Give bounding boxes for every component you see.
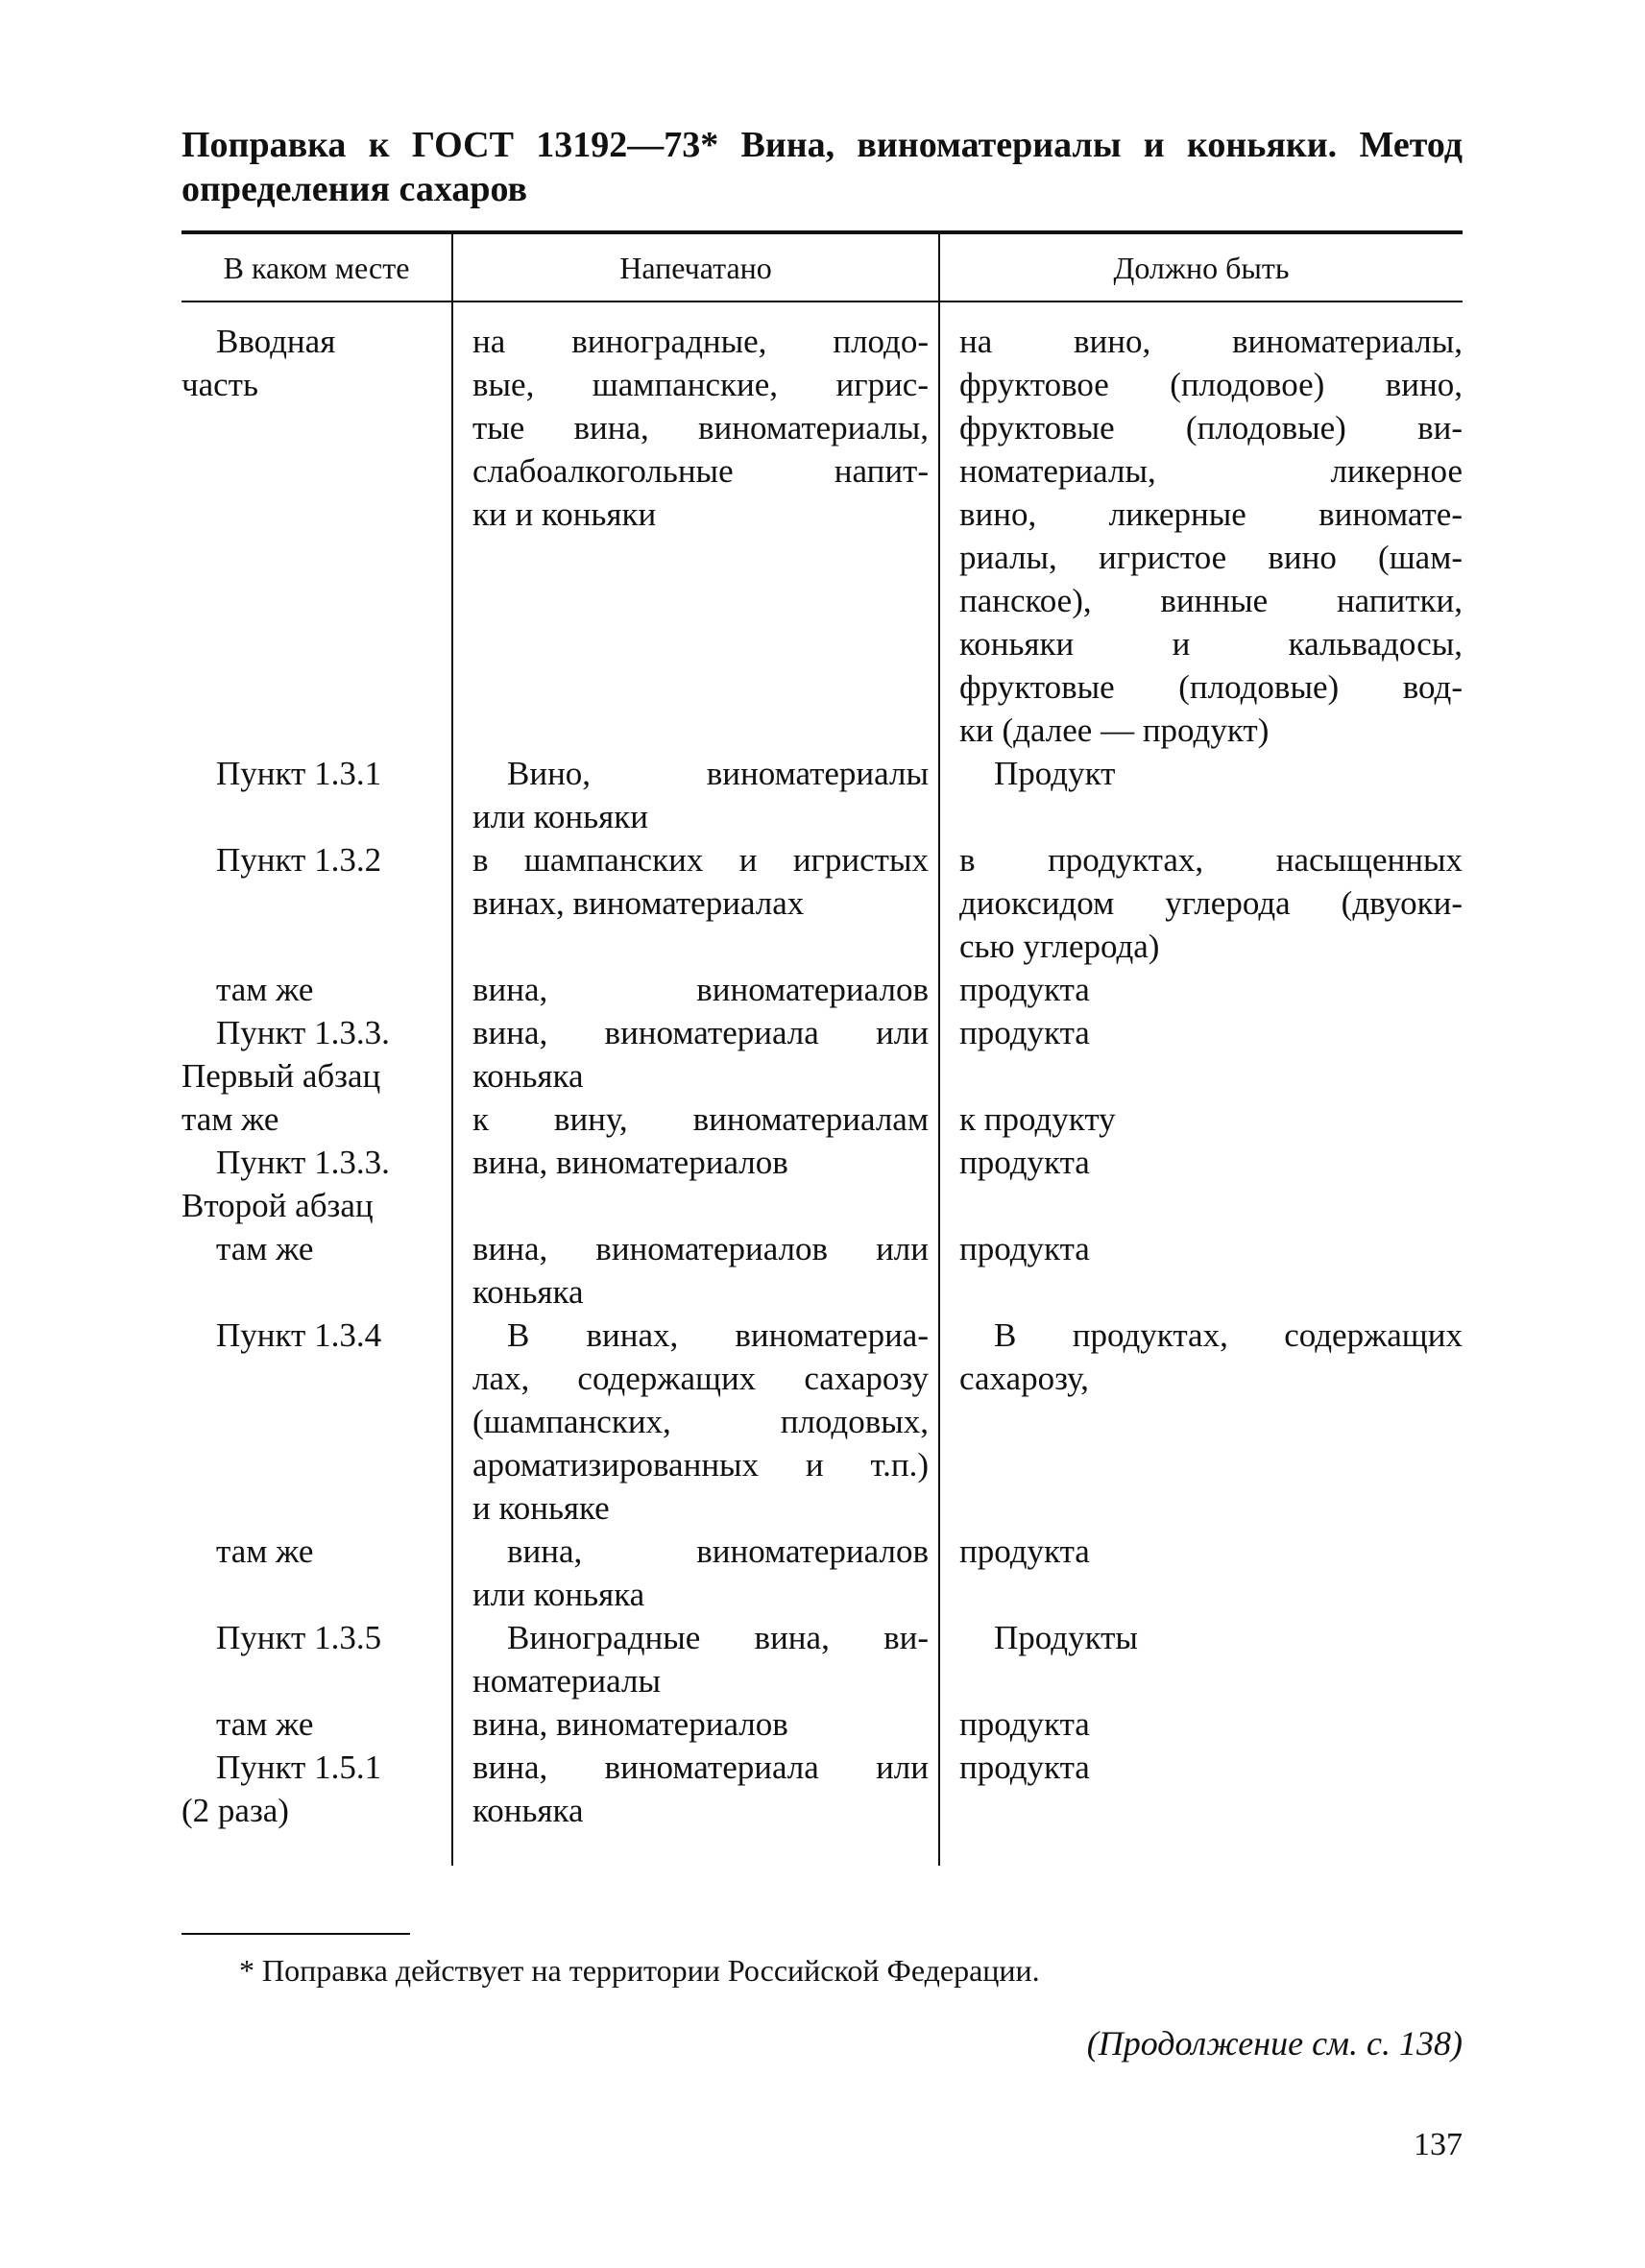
printed-line: номатериалы xyxy=(472,1662,661,1700)
place-cell xyxy=(181,1098,453,1141)
table-row xyxy=(181,752,1463,838)
continuation-note: (Продолжение см. с. 138) xyxy=(1086,2024,1463,2063)
printed-line: в шампанских и игристых xyxy=(472,841,929,879)
printed-line: (шампанских, плодовых, xyxy=(472,1403,929,1440)
correct-line: Продукты xyxy=(994,1619,1138,1656)
correct-line: продукта xyxy=(959,1230,1090,1267)
printed-cell xyxy=(453,838,940,968)
place-cell xyxy=(181,1141,453,1227)
correct-line: к продукту xyxy=(959,1100,1116,1138)
correct-cell xyxy=(940,1141,1463,1227)
printed-cell xyxy=(453,752,940,838)
printed-line: вина, виноматериалов xyxy=(472,971,929,1008)
table-row xyxy=(181,1530,1463,1616)
page-number: 137 xyxy=(1414,2127,1463,2162)
place-line: Пункт 1.3.2 xyxy=(216,841,382,879)
correct-cell xyxy=(940,1746,1463,1832)
place-line: Первый абзац xyxy=(181,1057,381,1095)
printed-cell xyxy=(453,968,940,1011)
printed-line: коньяка xyxy=(472,1273,584,1311)
footnote-rule xyxy=(181,1933,410,1935)
table-header-rule xyxy=(181,301,1463,302)
correct-line: продукта xyxy=(959,1749,1090,1786)
correct-line: риалы, игристое вино (шам- xyxy=(959,539,1463,576)
correct-cell xyxy=(940,1616,1463,1702)
correct-line: диоксидом углерода (двуоки- xyxy=(959,884,1463,922)
footnote: * Поправка действует на территории Российской Федерации. xyxy=(239,1953,1040,1988)
printed-line: ароматизированных и т.п.) xyxy=(472,1446,929,1484)
place-line: Пункт 1.3.1 xyxy=(216,755,382,792)
table-row xyxy=(181,1702,1463,1746)
correct-line: продукта xyxy=(959,1532,1090,1570)
printed-line: вина, виноматериала или xyxy=(472,1749,929,1786)
printed-cell xyxy=(453,1530,940,1616)
column-header-printed: Напечатано xyxy=(619,250,772,285)
correct-line: панское), винные напитки, xyxy=(959,582,1463,619)
place-line: Вводная xyxy=(216,323,336,360)
printed-line: винах, виноматериалах xyxy=(472,884,805,922)
place-line: Пункт 1.3.3. xyxy=(216,1144,390,1181)
correct-cell xyxy=(940,838,1463,968)
correct-line: в продуктах, насыщенных xyxy=(959,841,1463,879)
place-line: там же xyxy=(216,971,314,1008)
correct-line: В продуктах, содержащих xyxy=(994,1316,1463,1354)
table-row xyxy=(181,320,1463,752)
printed-line: или коньяки xyxy=(472,798,648,835)
correct-cell xyxy=(940,1098,1463,1141)
place-cell xyxy=(181,320,453,752)
printed-line: тые вина, виноматериалы, xyxy=(472,409,929,446)
correct-cell xyxy=(940,1314,1463,1530)
place-line: там же xyxy=(181,1100,279,1138)
printed-line: Виноградные вина, ви- xyxy=(507,1619,929,1656)
place-cell xyxy=(181,1227,453,1314)
correct-line: сахарозу, xyxy=(959,1360,1089,1397)
table-row xyxy=(181,1227,1463,1314)
printed-line: на виноградные, плодо- xyxy=(472,323,929,360)
column-header-place: В каком месте xyxy=(223,250,410,285)
document-title: Поправка к ГОСТ 13192—73* Вина, виноматериалы и коньяки. Метод определения сахаров xyxy=(181,125,1463,209)
correct-line: сью углерода) xyxy=(959,928,1160,965)
place-cell xyxy=(181,1746,453,1832)
corrections-table-body xyxy=(181,320,1463,1832)
printed-line: Вино, виноматериалы xyxy=(507,755,929,792)
printed-cell xyxy=(453,1098,940,1141)
place-cell xyxy=(181,1011,453,1098)
correct-line: фруктовые (плодовые) вод- xyxy=(959,668,1463,706)
table-row xyxy=(181,968,1463,1011)
printed-line: вина, виноматериалов или xyxy=(472,1230,929,1267)
correct-cell xyxy=(940,320,1463,752)
place-line: Пункт 1.3.4 xyxy=(216,1316,382,1354)
printed-line: вина, виноматериала или xyxy=(472,1014,929,1051)
place-cell xyxy=(181,838,453,968)
correct-line: продукта xyxy=(959,1014,1090,1051)
column-header-correct: Должно быть xyxy=(1113,250,1290,285)
place-line: там же xyxy=(216,1230,314,1267)
printed-line: вина, виноматериалов xyxy=(472,1705,788,1743)
printed-cell xyxy=(453,320,940,752)
correct-cell xyxy=(940,1011,1463,1098)
printed-line: вина, виноматериалов xyxy=(507,1532,929,1570)
printed-cell xyxy=(453,1011,940,1098)
place-line: часть xyxy=(181,366,258,403)
place-cell xyxy=(181,1616,453,1702)
printed-line: или коньяка xyxy=(472,1576,645,1613)
correct-cell xyxy=(940,1530,1463,1616)
table-row xyxy=(181,1746,1463,1832)
correct-line: на вино, виноматериалы, xyxy=(959,323,1463,360)
place-cell xyxy=(181,1314,453,1530)
correct-line: номатериалы, ликерное xyxy=(959,452,1463,490)
correct-line: фруктовые (плодовые) ви- xyxy=(959,409,1463,446)
place-cell xyxy=(181,1530,453,1616)
place-line: (2 раза) xyxy=(181,1792,289,1829)
place-line: Пункт 1.5.1 xyxy=(216,1749,382,1786)
table-row xyxy=(181,1616,1463,1702)
place-line: Второй абзац xyxy=(181,1187,374,1224)
table-row xyxy=(181,1141,1463,1227)
place-cell xyxy=(181,752,453,838)
correct-cell xyxy=(940,1702,1463,1746)
printed-line: В винах, виноматериа- xyxy=(507,1316,929,1354)
correct-cell xyxy=(940,752,1463,838)
printed-line: коньяка xyxy=(472,1057,584,1095)
table-row xyxy=(181,838,1463,968)
place-line: там же xyxy=(216,1705,314,1743)
printed-line: коньяка xyxy=(472,1792,584,1829)
place-cell xyxy=(181,1702,453,1746)
place-line: Пункт 1.3.3. xyxy=(216,1014,390,1051)
place-cell xyxy=(181,968,453,1011)
printed-line: вина, виноматериалов xyxy=(472,1144,788,1181)
printed-cell xyxy=(453,1746,940,1832)
table-row xyxy=(181,1314,1463,1530)
correct-line: продукта xyxy=(959,971,1090,1008)
printed-line: вые, шампанские, игрис- xyxy=(472,366,929,403)
correct-line: коньяки и кальвадосы, xyxy=(959,625,1463,663)
correct-line: ки (далее — продукт) xyxy=(959,712,1270,749)
printed-cell xyxy=(453,1227,940,1314)
correct-cell xyxy=(940,1227,1463,1314)
document-page xyxy=(181,0,1463,2268)
printed-line: слабоалкогольные напит- xyxy=(472,452,929,490)
printed-line: к вину, виноматериалам xyxy=(472,1100,929,1138)
printed-cell xyxy=(453,1616,940,1702)
printed-cell xyxy=(453,1141,940,1227)
correct-line: продукта xyxy=(959,1705,1090,1743)
printed-line: лах, содержащих сахарозу xyxy=(472,1360,929,1397)
table-row xyxy=(181,1098,1463,1141)
correct-line: продукта xyxy=(959,1144,1090,1181)
place-line: там же xyxy=(216,1532,314,1570)
printed-line: и коньяке xyxy=(472,1489,610,1527)
printed-cell xyxy=(453,1702,940,1746)
correct-line: вино, ликерные виномате- xyxy=(959,495,1463,533)
printed-line: ки и коньяки xyxy=(472,495,657,533)
correct-cell xyxy=(940,968,1463,1011)
correct-line: фруктовое (плодовое) вино, xyxy=(959,366,1463,403)
place-line: Пункт 1.3.5 xyxy=(216,1619,382,1656)
printed-cell xyxy=(453,1314,940,1530)
correct-line: Продукт xyxy=(994,755,1116,792)
table-row xyxy=(181,1011,1463,1098)
